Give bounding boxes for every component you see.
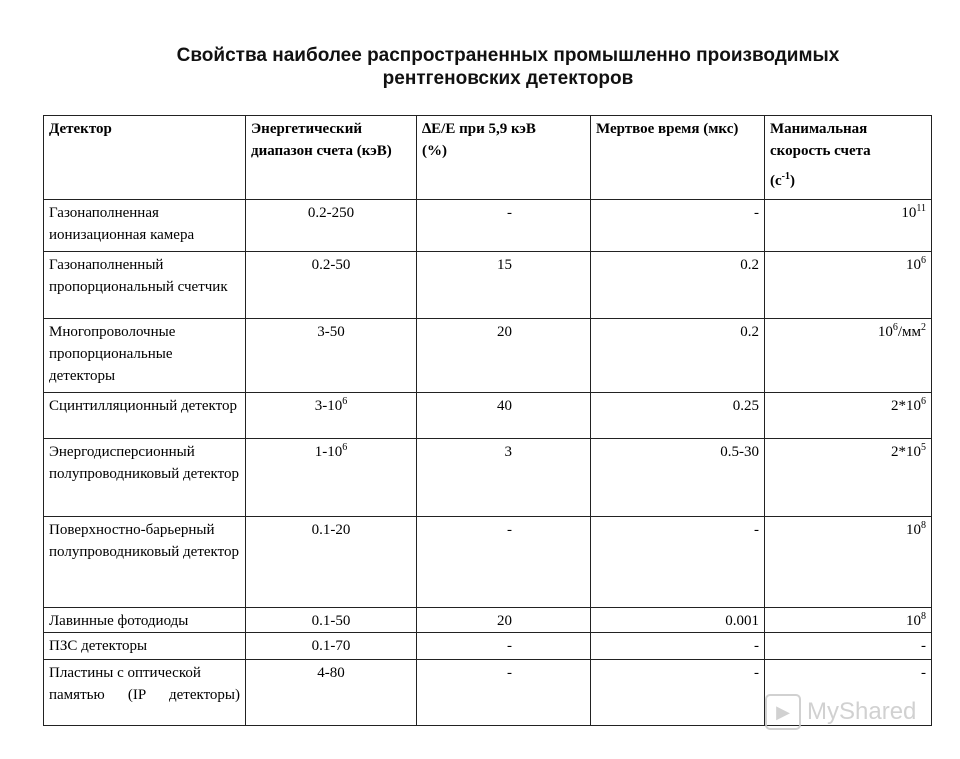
- table-row: [44, 517, 932, 608]
- cell-energy-range: 0.1-20: [246, 517, 417, 608]
- cell-detector: Лавинные фотодиоды: [44, 608, 246, 633]
- header-energy-range: Энергетический диапазон счета (кэВ): [246, 116, 417, 200]
- cell-rate: $10^{11}$: [765, 200, 932, 252]
- cell-energy-range: $1-10^6$: [246, 439, 417, 517]
- cell-dead-time: -: [591, 517, 765, 608]
- cell-detector: Поверхностно-барьерный полупроводниковый детектор: [44, 517, 246, 608]
- cell-resolution: -: [417, 517, 591, 608]
- header-resolution: ∆Е/Е при 5,9 кэВ (%): [417, 116, 591, 200]
- cell-resolution: 20: [417, 319, 591, 393]
- cell-dead-time: -: [591, 660, 765, 726]
- cell-energy-range: 0.2-50: [246, 252, 417, 319]
- cell-energy-range: 0.1-70: [246, 633, 417, 660]
- cell-rate: $2*10^6$: [765, 393, 932, 439]
- cell-dead-time: 0.2: [591, 319, 765, 393]
- cell-rate: $10^8$: [765, 517, 932, 608]
- cell-resolution: 40: [417, 393, 591, 439]
- cell-resolution: 20: [417, 608, 591, 633]
- cell-rate: $10^8$: [765, 608, 932, 633]
- cell-detector: Газонаполненный пропорциональный счетчик: [44, 252, 246, 319]
- header-dead-time: Мертвое время (мкс): [591, 116, 765, 200]
- cell-resolution: 3: [417, 439, 591, 517]
- table-row: [44, 319, 932, 393]
- table-row: [44, 200, 932, 252]
- cell-resolution: 15: [417, 252, 591, 319]
- title-line-2: рентгеновских детекторов: [382, 68, 634, 89]
- cell-detector: Многопроволочные пропорциональные детекторы: [44, 319, 246, 393]
- watermark-text: MyShared: [807, 698, 917, 725]
- cell-dead-time: 0.2: [591, 252, 765, 319]
- table-row: [44, 393, 932, 439]
- cell-detector: Газонаполненная ионизационная камера: [44, 200, 246, 252]
- cell-detector: Сцинтилляционный детектор: [44, 393, 246, 439]
- cell-rate: $2*10^5$: [765, 439, 932, 517]
- cell-resolution: -: [417, 660, 591, 726]
- cell-dead-time: -: [591, 633, 765, 660]
- cell-resolution: -: [417, 633, 591, 660]
- watermark: [765, 694, 916, 730]
- cell-energy-range: 0.2-250: [246, 200, 417, 252]
- table-row: [44, 252, 932, 319]
- myshared-logo-icon: ▶: [765, 694, 801, 730]
- title-line-1: Свойства наиболее распространенных промышленно производимых: [176, 45, 840, 66]
- table-header-row: [44, 116, 932, 200]
- cell-dead-time: 0.25: [591, 393, 765, 439]
- cell-energy-range: 3-50: [246, 319, 417, 393]
- cell-resolution: -: [417, 200, 591, 252]
- detectors-table: [43, 115, 932, 726]
- cell-rate: -: [765, 660, 932, 726]
- cell-dead-time: 0.001: [591, 608, 765, 633]
- cell-detector: ПЗС детекторы: [44, 633, 246, 660]
- header-detector: Детектор: [44, 116, 246, 200]
- cell-energy-range: 0.1-50: [246, 608, 417, 633]
- table-row: [44, 633, 932, 660]
- cell-detector: Энергодисперсионный полупроводниковый детектор: [44, 439, 246, 517]
- page-title: [0, 44, 960, 90]
- header-rate: Манимальная скорость счета $(с^{-1})$: [765, 116, 932, 200]
- cell-energy-range: 4-80: [246, 660, 417, 726]
- cell-energy-range: $3-10^6$: [246, 393, 417, 439]
- cell-detector: Пластины с оптической памятью (IP детекторы): [44, 660, 246, 726]
- table-row: [44, 439, 932, 517]
- table-row: [44, 608, 932, 633]
- cell-dead-time: -: [591, 200, 765, 252]
- cell-rate: -: [765, 633, 932, 660]
- cell-rate: $10^6/мм^2$: [765, 319, 932, 393]
- cell-dead-time: 0.5-30: [591, 439, 765, 517]
- cell-rate: $10^6$: [765, 252, 932, 319]
